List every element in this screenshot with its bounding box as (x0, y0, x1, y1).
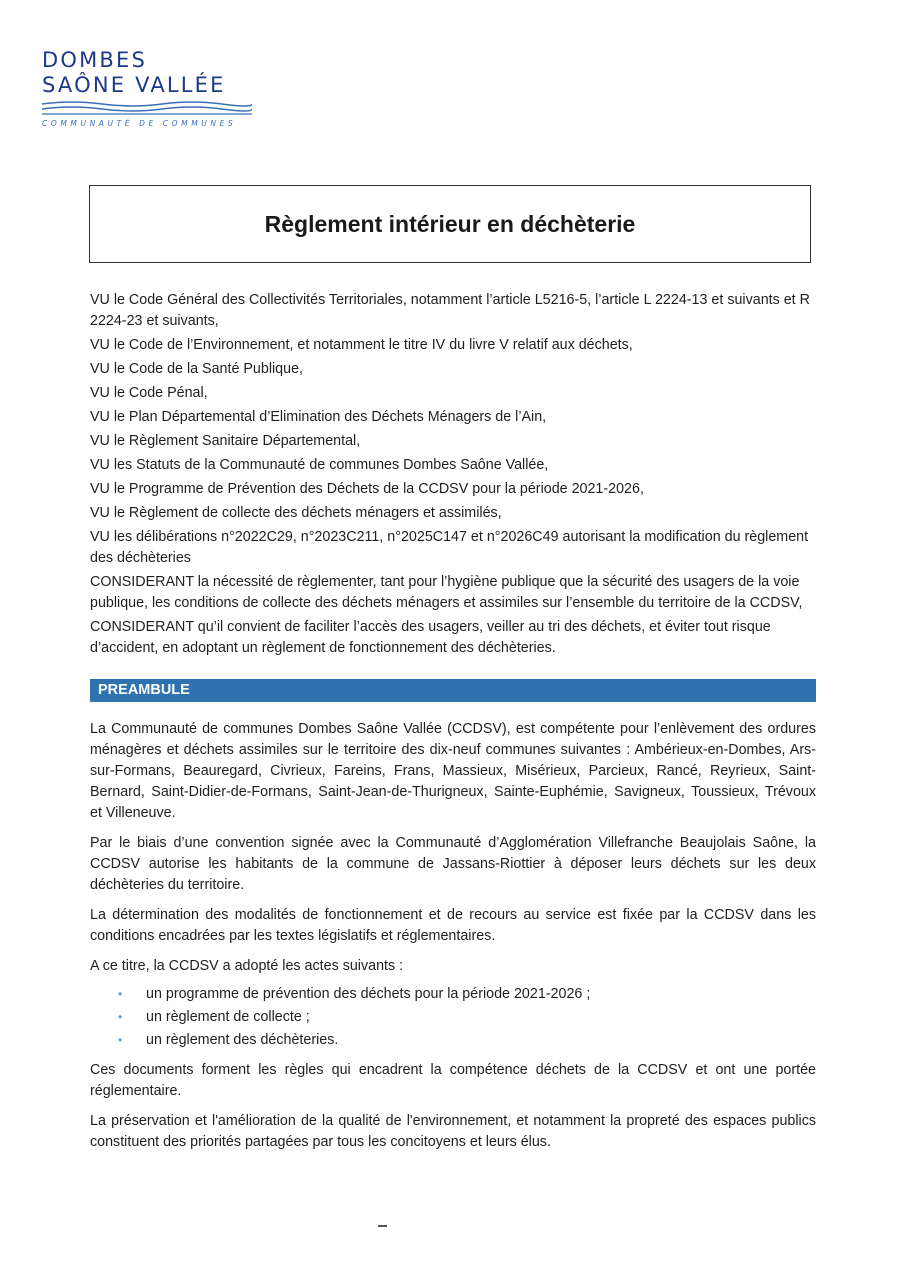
bullet-icon: • (118, 1033, 123, 1047)
legal-references (90, 290, 816, 659)
legal-reference: VU le Code de l’Environnement, et notamment le titre IV du livre V relatif aux déchets, (90, 337, 633, 353)
list-item-text: un programme de prévention des déchets pour la période 2021-2026 ; (146, 986, 591, 1002)
logo (42, 48, 257, 128)
legal-reference: VU le Code de la Santé Publique, (90, 361, 304, 377)
paragraph: La Communauté de communes Dombes Saône Vallée (CCDSV), est compétente pour l’enlèvement des ordures ménagères et déchets assimiles sur le territoire des dix-neuf communes suivantes : Ambérieux-en-Dombes, Ars-sur-Formans, Beauregard, Civrieux, Fareins, Frans, Massieux, Misérieux, Parcieux, Rancé, Reyrieux, Saint-Bernard, Saint-Didier-de-Formans, Saint-Jean-de-Thurigneux, Sainte-Euphémie, Savigneux, Toussieux, Trévoux et Villeneuve. (90, 721, 816, 821)
legal-reference: VU le Plan Départemental d’Elimination des Déchets Ménagers de l’Ain, (90, 409, 547, 425)
legal-reference: VU les Statuts de la Communauté de communes Dombes Saône Vallée, (90, 457, 549, 473)
list-item (90, 1007, 816, 1028)
paragraph: La préservation et l'amélioration de la qualité de l'environnement, et notamment la propreté des espaces publics constituent des priorités partagées par tous les concitoyens et leurs élus. (90, 1113, 816, 1150)
bullet-icon: • (118, 987, 123, 1001)
considerant: CONSIDERANT qu’il convient de faciliter l’accès des usagers, veiller au tri des déchets, et éviter tout risque d’accident, en adoptant un règlement de fonctionnement des déchèteries. (90, 619, 771, 656)
legal-reference: VU le Règlement Sanitaire Départemental, (90, 433, 361, 449)
logo-line-1: DOMBES (42, 48, 148, 72)
logo-waves-icon (42, 100, 252, 116)
list-item (90, 984, 816, 1005)
paragraph: Par le biais d’une convention signée avec la Communauté d’Agglomération Villefranche Beaujolais Saône, la CCDSV autorise les habitants de la commune de Jassans-Riottier à déposer leurs déchets sur les deux déchèteries du territoire. (90, 835, 816, 893)
legal-reference: VU le Programme de Prévention des Déchets de la CCDSV pour la période 2021-2026, (90, 481, 644, 497)
legal-reference: VU le Règlement de collecte des déchets ménagers et assimilés, (90, 505, 502, 521)
section-heading-preambule: PREAMBULE (90, 679, 816, 702)
paragraph: A ce titre, la CCDSV a adopté les actes suivants : (90, 958, 404, 974)
preambule-text (90, 719, 816, 1153)
logo-subtitle: COMMUNAUTÉ DE COMMUNES (42, 119, 237, 128)
list-item-text: un règlement de collecte ; (146, 1009, 310, 1025)
paragraph: Ces documents forment les règles qui encadrent la compétence déchets de la CCDSV et ont une portée réglementaire. (90, 1062, 816, 1099)
considerant: CONSIDERANT la nécessité de règlementer, tant pour l’hygiène publique que la sécurité des usagers de la voie publique, les conditions de collecte des déchets ménagers et assimiles sur l’ensemble du territoire de la CCDSV, (90, 574, 803, 611)
page-number-mark (378, 1225, 387, 1227)
acts-list (90, 984, 816, 1051)
title-box (89, 185, 811, 263)
legal-reference: VU le Code Pénal, (90, 385, 208, 401)
legal-reference: VU les délibérations n°2022C29, n°2023C211, n°2025C147 et n°2026C49 autorisant la modification du règlement des déchèteries (90, 529, 809, 566)
paragraph: La détermination des modalités de fonctionnement et de recours au service est fixée par la CCDSV dans les conditions encadrées par les textes législatifs et réglementaires. (90, 907, 816, 944)
logo-line-2: SAÔNE VALLÉE (42, 73, 226, 97)
list-item-text: un règlement des déchèteries. (146, 1032, 339, 1048)
page-title: Règlement intérieur en déchèterie (264, 210, 636, 237)
list-item (90, 1030, 816, 1051)
legal-reference: VU le Code Général des Collectivités Territoriales, notamment l’article L5216-5, l’article L 2224-13 et suivants et R 2224-23 et suivants, (90, 292, 810, 329)
bullet-icon: • (118, 1010, 123, 1024)
document-body (90, 290, 816, 1162)
